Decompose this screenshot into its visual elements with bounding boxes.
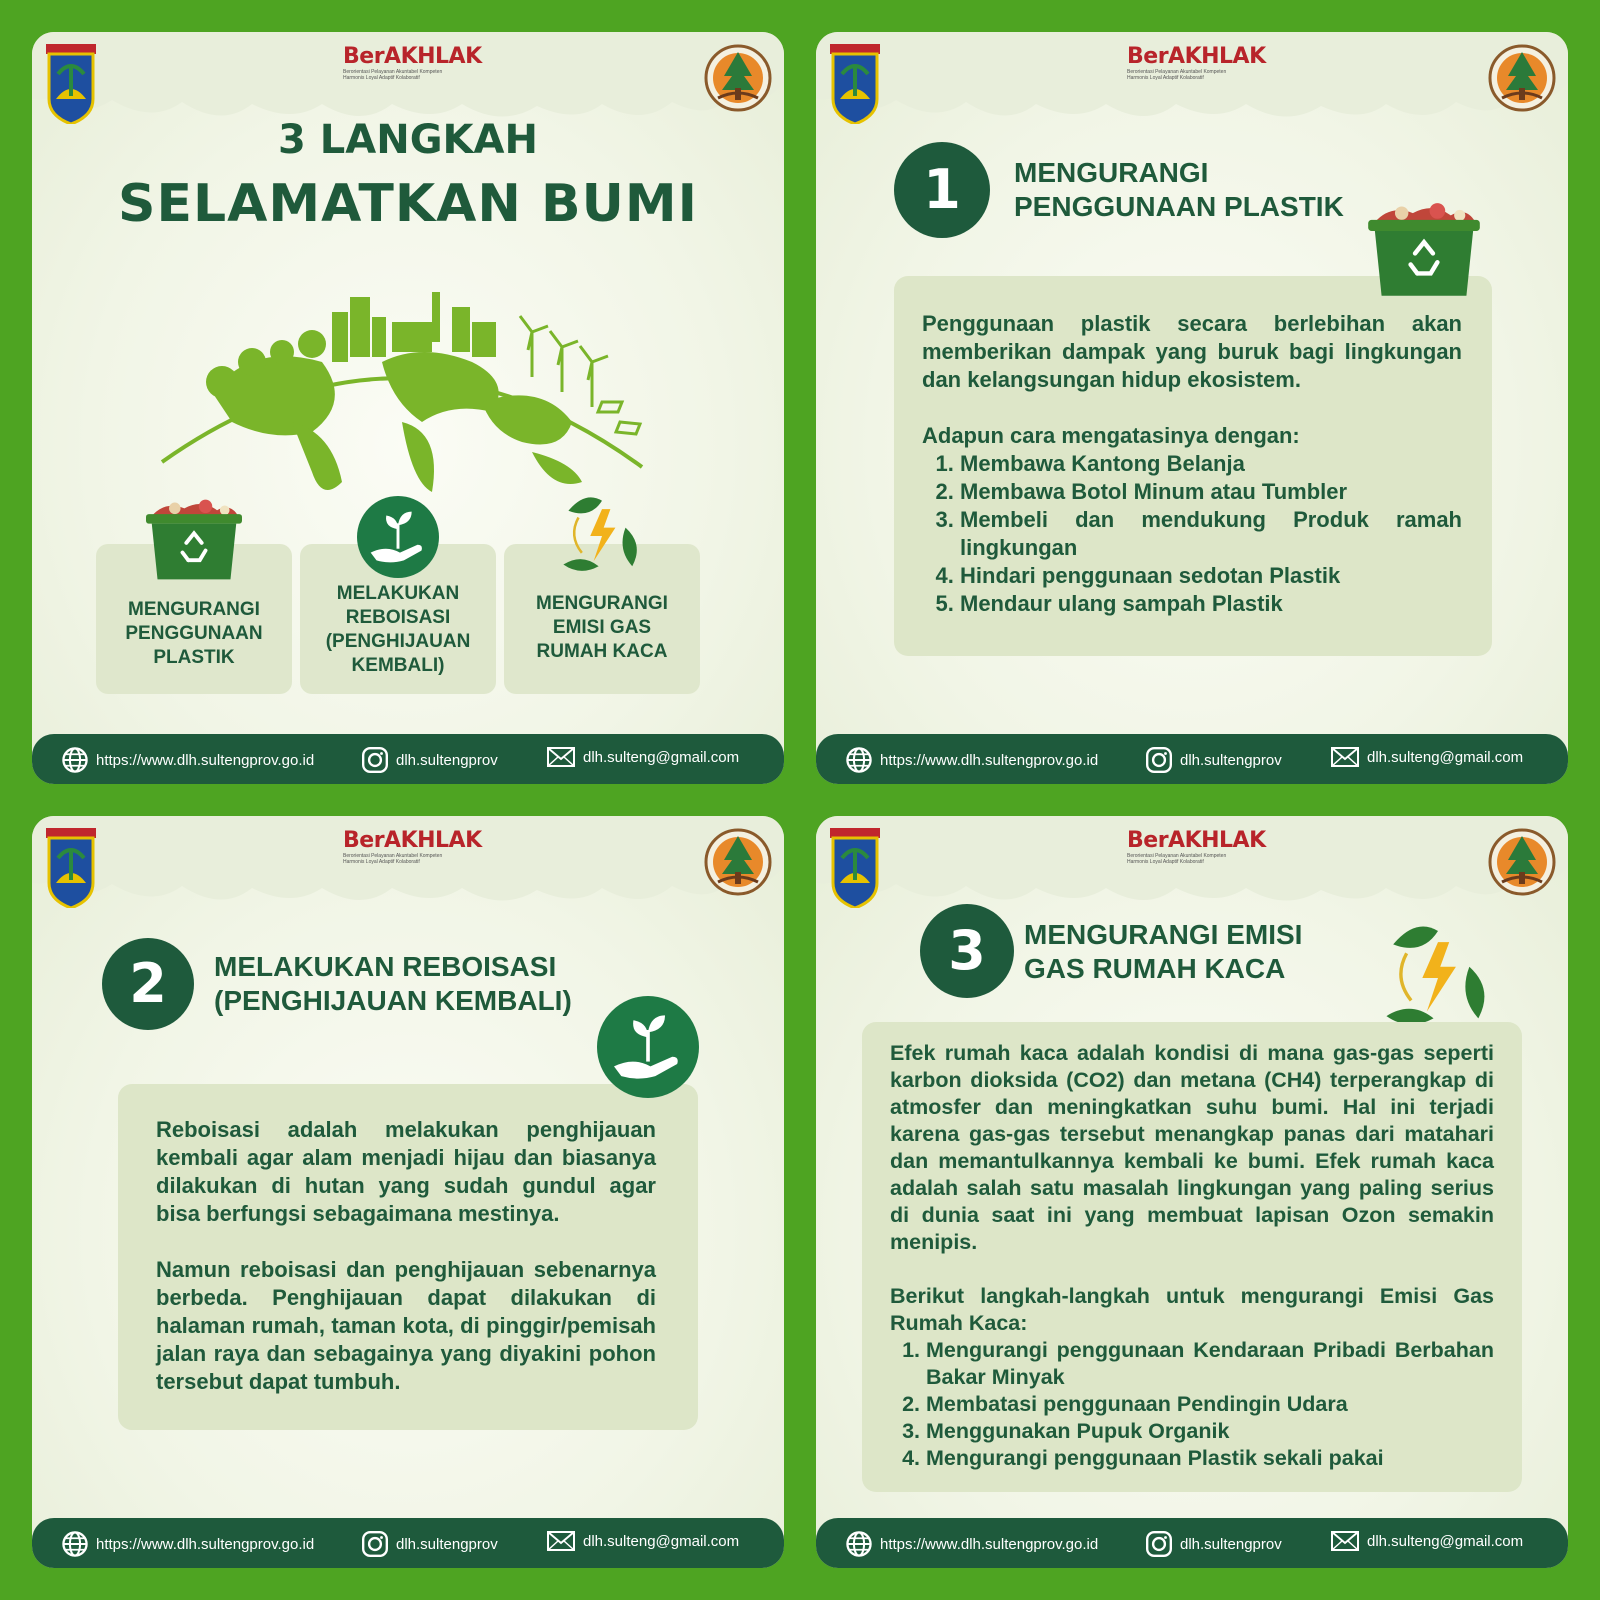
berakhlak-brand: BerAKHLAK — [343, 44, 482, 69]
berakhlak-tagline-2: Harmonis Loyal Adaptif Kolaboratif — [1127, 75, 1204, 81]
contact-footer — [32, 1518, 784, 1568]
berakhlak-tagline-2: Harmonis Loyal Adaptif Kolaboratif — [343, 859, 420, 865]
instagram-link[interactable] — [1146, 747, 1282, 773]
berakhlak-tagline-1: Berorientasi Pelayanan Akuntabel Kompeten — [1127, 69, 1227, 75]
emission-panel — [816, 816, 1568, 1568]
website-text: https://www.dlh.sultengprov.go.id — [96, 1535, 315, 1553]
list-item: 4. Hindari penggunaan sedotan Plastik — [960, 562, 1462, 590]
globe-icon — [62, 747, 88, 773]
list-item: 3. Membeli dan mendukung Produk ramah lingkungan — [960, 506, 1462, 562]
contact-footer — [32, 734, 784, 784]
globe-icon — [62, 1531, 88, 1557]
instagram-link[interactable] — [1146, 1531, 1282, 1557]
globe-icon — [846, 1531, 872, 1557]
berakhlak-logo — [343, 828, 482, 865]
contact-footer — [816, 734, 1568, 784]
email-link[interactable] — [547, 1531, 739, 1551]
berakhlak-brand: BerAKHLAK — [343, 828, 482, 853]
instagram-link[interactable] — [362, 747, 498, 773]
province-emblem-logo — [46, 44, 96, 124]
email-link[interactable] — [1331, 747, 1523, 767]
definition-paragraph: Efek rumah kaca adalah kondisi di mana gas-gas seperti karbon dioksida (CO2) dan metana (CH4) terperangkap di atmosfer dan meningkatkan suhu bumi. Hal ini terjadi karena gas-gas tersebut menangkap panas dari matahari dan memantulkannya kembali ke bumi. Efek rumah kaca adalah salah satu masalah lingkungan yang paling serius di dunia saat ini yang membuat lapisan Ozon semakin menipis. — [890, 1041, 1494, 1254]
website-text: https://www.dlh.sultengprov.go.id — [880, 1535, 1099, 1553]
email-link[interactable] — [547, 747, 739, 767]
step-card-emission[interactable] — [504, 544, 700, 694]
mail-icon — [1331, 1531, 1359, 1551]
berakhlak-tagline-2: Harmonis Loyal Adaptif Kolaboratif — [343, 75, 420, 81]
ministry-logo — [704, 828, 772, 896]
content-body — [890, 1040, 1494, 1472]
leaves-energy-icon — [1382, 922, 1494, 1034]
recycle-bin-icon — [1368, 202, 1480, 298]
berakhlak-tagline-1: Berorientasi Pelayanan Akuntabel Kompeten — [343, 853, 443, 859]
content-box — [118, 1084, 698, 1430]
plant-in-hand-icon — [597, 996, 699, 1098]
cover-panel — [32, 32, 784, 784]
province-emblem-logo — [830, 44, 880, 124]
tips-list — [922, 450, 1462, 618]
ministry-logo — [704, 44, 772, 112]
step-heading: MELAKUKAN REBOISASI (PENGHIJAUAN KEMBALI) — [214, 951, 572, 1016]
website-text: https://www.dlh.sultengprov.go.id — [96, 751, 315, 769]
instagram-text: dlh.sultengprov — [1180, 751, 1282, 769]
website-text: https://www.dlh.sultengprov.go.id — [880, 751, 1099, 769]
instagram-icon — [1146, 1531, 1172, 1557]
content-box — [862, 1022, 1522, 1492]
list-item: 4. Mengurangi penggunaan Plastik sekali pakai — [926, 1445, 1494, 1472]
website-link[interactable] — [62, 747, 314, 773]
list-item: 5. Mendaur ulang sampah Plastik — [960, 590, 1462, 618]
list-item: 2. Membatasi penggunaan Pendingin Udara — [926, 1391, 1494, 1418]
intro-paragraph: Penggunaan plastik secara berlebihan akan memberikan dampak yang buruk bagi lingkungan dan kelangsungan hidup ekosistem. — [922, 311, 1462, 392]
list-intro: Berikut langkah-langkah untuk mengurangi Emisi Gas Rumah Kaca: — [890, 1284, 1494, 1335]
berakhlak-logo — [1127, 828, 1266, 865]
plastic-panel — [816, 32, 1568, 784]
berakhlak-brand: BerAKHLAK — [1127, 44, 1266, 69]
mail-icon — [1331, 747, 1359, 767]
mail-icon — [547, 1531, 575, 1551]
green-earth-illustration — [152, 252, 652, 532]
list-item: 3. Menggunakan Pupuk Organik — [926, 1418, 1494, 1445]
berakhlak-brand: BerAKHLAK — [1127, 828, 1266, 853]
step-card-label: MENGURANGI EMISI GAS RUMAH KACA — [536, 593, 668, 662]
ministry-logo — [1488, 44, 1556, 112]
step-card-label: MELAKUKAN REBOISASI (PENGHIJAUAN KEMBALI) — [325, 583, 471, 676]
province-emblem-logo — [46, 828, 96, 908]
email-text: dlh.sulteng@gmail.com — [1367, 748, 1524, 766]
step-number: 2 — [102, 938, 194, 1030]
mail-icon — [547, 747, 575, 767]
email-text: dlh.sulteng@gmail.com — [583, 1532, 740, 1550]
step-card-label: MENGURANGI PENGGUNAAN PLASTIK — [125, 599, 263, 668]
step-number: 3 — [920, 904, 1014, 998]
instagram-text: dlh.sultengprov — [1180, 1535, 1282, 1553]
globe-icon — [846, 747, 872, 773]
berakhlak-tagline-2: Harmonis Loyal Adaptif Kolaboratif — [1127, 859, 1204, 865]
reforestation-panel — [32, 816, 784, 1568]
leaves-energy-icon — [560, 494, 644, 578]
list-item: 2. Membawa Botol Minum atau Tumbler — [960, 478, 1462, 506]
list-item: 1. Mengurangi penggunaan Kendaraan Pribadi Berbahan Bakar Minyak — [926, 1337, 1494, 1391]
plant-in-hand-icon — [357, 496, 439, 578]
instagram-text: dlh.sultengprov — [396, 751, 498, 769]
ministry-logo — [1488, 828, 1556, 896]
recycle-bin-icon — [146, 498, 242, 582]
website-link[interactable] — [62, 1531, 314, 1557]
email-link[interactable] — [1331, 1531, 1523, 1551]
website-link[interactable] — [846, 747, 1098, 773]
berakhlak-tagline-1: Berorientasi Pelayanan Akuntabel Kompeten — [1127, 853, 1227, 859]
instagram-link[interactable] — [362, 1531, 498, 1557]
berakhlak-logo — [343, 44, 482, 81]
step-number: 1 — [894, 142, 990, 238]
website-link[interactable] — [846, 1531, 1098, 1557]
comparison-paragraph: Namun reboisasi dan penghijauan sebenarnya berbeda. Penghijauan dapat dilakukan di halaman rumah, taman kota, di pinggir/pemisah jalan raya dan sebagainya yang diyakini pohon tersebut dapat tumbuh. — [156, 1257, 656, 1394]
berakhlak-logo — [1127, 44, 1266, 81]
content-body — [922, 310, 1462, 618]
content-body — [156, 1116, 656, 1396]
list-intro: Adapun cara mengatasinya dengan: — [922, 423, 1300, 448]
step-heading: MENGURANGI PENGGUNAAN PLASTIK — [1014, 157, 1344, 222]
definition-paragraph: Reboisasi adalah melakukan penghijauan kembali agar alam menjadi hijau dan biasanya dilakukan di hutan yang sudah gundul agar bisa berfungsi sebagaimana mestinya. — [156, 1117, 656, 1226]
instagram-icon — [1146, 747, 1172, 773]
step-card-reforestation[interactable] — [300, 544, 496, 694]
email-text: dlh.sulteng@gmail.com — [1367, 1532, 1524, 1550]
instagram-text: dlh.sultengprov — [396, 1535, 498, 1553]
steps-list — [890, 1337, 1494, 1472]
instagram-icon — [362, 1531, 388, 1557]
step-heading: MENGURANGI EMISI GAS RUMAH KACA — [1024, 919, 1303, 984]
content-box — [894, 276, 1492, 656]
cover-title-line2: SELAMATKAN BUMI — [118, 174, 698, 234]
berakhlak-tagline-1: Berorientasi Pelayanan Akuntabel Kompeten — [343, 69, 443, 75]
province-emblem-logo — [830, 828, 880, 908]
email-text: dlh.sulteng@gmail.com — [583, 748, 740, 766]
cover-title-line1: 3 LANGKAH — [278, 117, 538, 163]
step-card-plastic[interactable] — [96, 544, 292, 694]
instagram-icon — [362, 747, 388, 773]
list-item: 1. Membawa Kantong Belanja — [960, 450, 1462, 478]
contact-footer — [816, 1518, 1568, 1568]
